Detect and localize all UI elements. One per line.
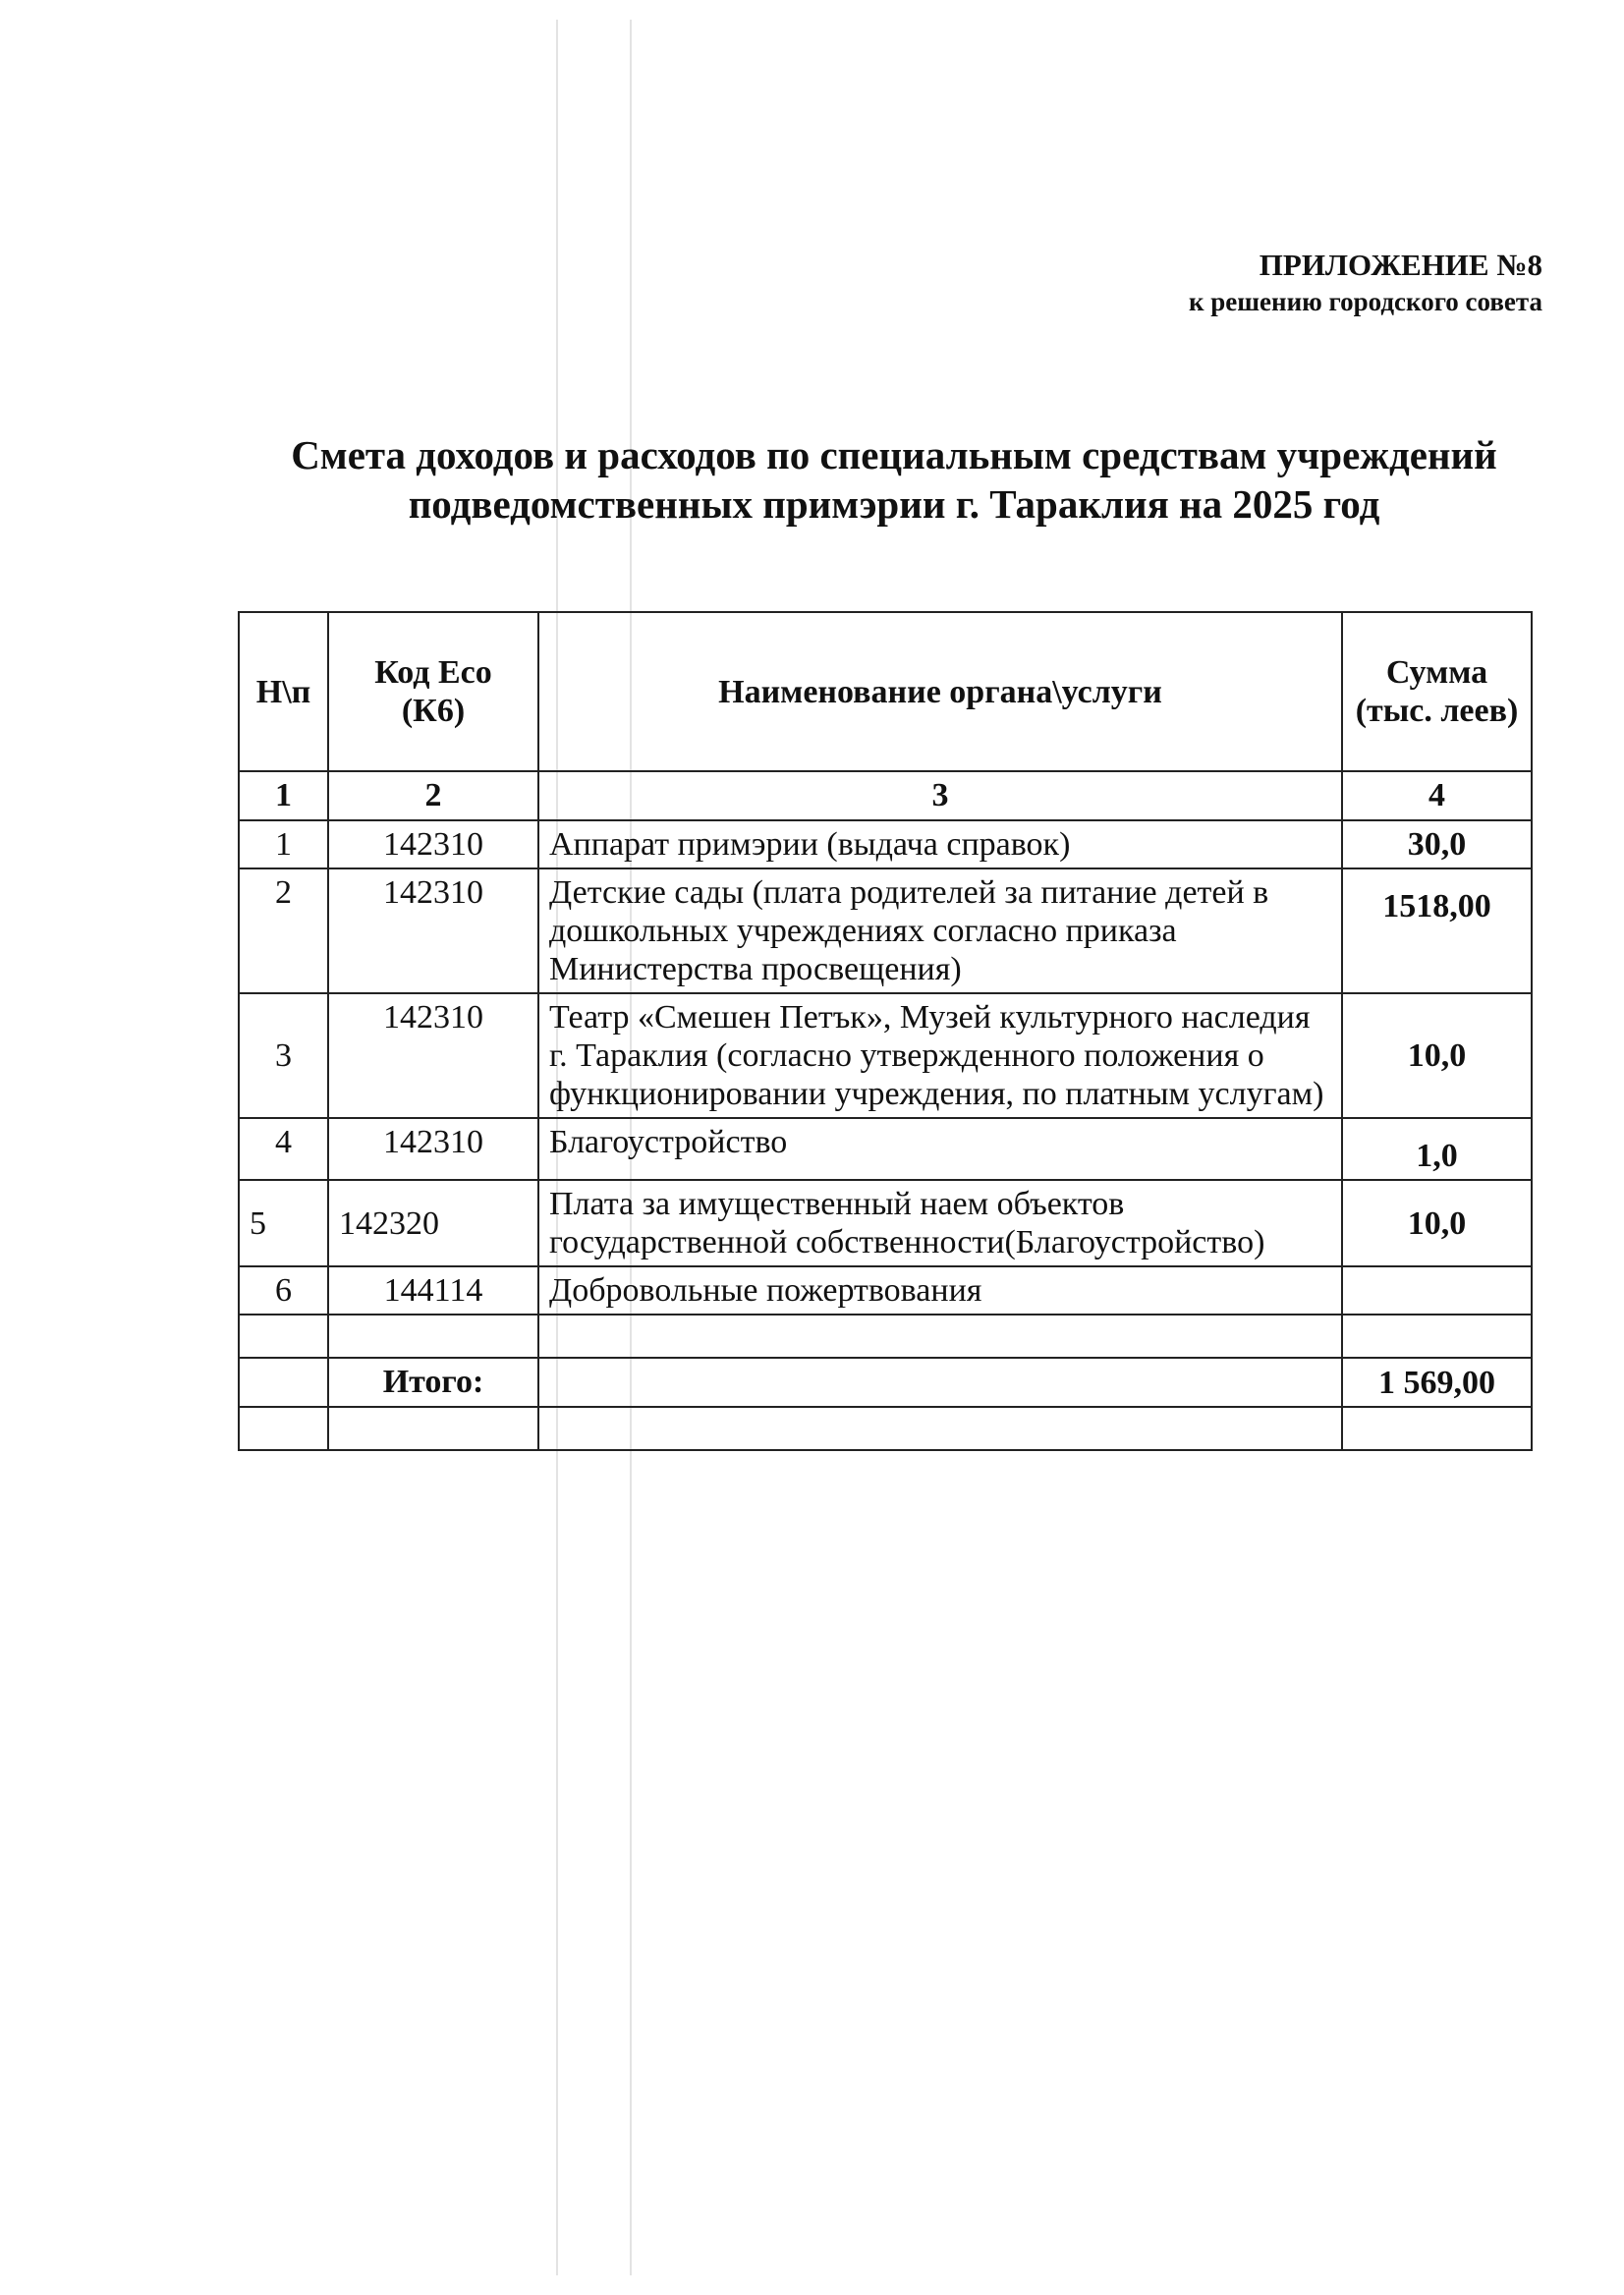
empty-row — [239, 1407, 1532, 1450]
row-code: 142310 — [328, 993, 538, 1118]
row-name: Благоустройство — [538, 1118, 1342, 1180]
row-number: 4 — [239, 1118, 328, 1180]
total-label: Итого: — [328, 1358, 538, 1407]
row-code: 142310 — [328, 1118, 538, 1180]
table-row — [239, 1180, 1532, 1266]
empty-cell — [1342, 1315, 1532, 1358]
empty-cell — [239, 1358, 328, 1407]
document-title — [236, 430, 1552, 529]
row-sum: 1518,00 — [1342, 868, 1532, 993]
row-number: 6 — [239, 1266, 328, 1315]
empty-cell — [239, 1315, 328, 1358]
row-sum: 10,0 — [1342, 1180, 1532, 1266]
header-num: Н\п — [239, 612, 328, 771]
document-title-line: Смета доходов и расходов по специальным средствам учреждений — [291, 432, 1497, 477]
row-code: 142320 — [328, 1180, 538, 1266]
empty-cell — [538, 1407, 1342, 1450]
total-row — [239, 1358, 1532, 1407]
empty-cell — [328, 1315, 538, 1358]
column-number: 1 — [239, 771, 328, 820]
row-number: 5 — [239, 1180, 328, 1266]
row-code: 142310 — [328, 820, 538, 868]
table-header-row — [239, 612, 1532, 771]
empty-cell — [328, 1407, 538, 1450]
row-code: 142310 — [328, 868, 538, 993]
table-row — [239, 1266, 1532, 1315]
annex-header — [1189, 246, 1542, 318]
row-sum: 1,0 — [1342, 1118, 1532, 1180]
empty-cell — [538, 1358, 1342, 1407]
table-row — [239, 993, 1532, 1118]
row-sum — [1342, 1266, 1532, 1315]
empty-cell — [1342, 1407, 1532, 1450]
row-name: Театр «Смешен Петък», Музей культурного наследия г. Тараклия (согласно утвержденного положения о функционировании учреждения, по платным услугам) — [538, 993, 1342, 1118]
column-number: 2 — [328, 771, 538, 820]
column-number: 3 — [538, 771, 1342, 820]
annex-title: ПРИЛОЖЕНИЕ №8 — [1259, 248, 1542, 282]
row-number: 1 — [239, 820, 328, 868]
empty-row — [239, 1315, 1532, 1358]
header-code: Код Eco (К6) — [328, 612, 538, 771]
row-code: 144114 — [328, 1266, 538, 1315]
budget-table — [238, 611, 1533, 1451]
annex-subtitle: к решению городского совета — [1188, 287, 1542, 316]
document-title-line: подведомственных примэрии г. Тараклия на 2025 год — [408, 481, 1380, 527]
row-number: 2 — [239, 868, 328, 993]
empty-cell — [538, 1315, 1342, 1358]
table-row — [239, 820, 1532, 868]
row-sum: 30,0 — [1342, 820, 1532, 868]
table-row — [239, 868, 1532, 993]
header-sum: Сумма (тыс. леев) — [1342, 612, 1532, 771]
table-row — [239, 1118, 1532, 1180]
row-sum: 10,0 — [1342, 993, 1532, 1118]
row-number: 3 — [239, 993, 328, 1118]
row-name: Плата за имущественный наем объектов государственной собственности(Благоустройство) — [538, 1180, 1342, 1266]
empty-cell — [239, 1407, 328, 1450]
row-name: Аппарат примэрии (выдача справок) — [538, 820, 1342, 868]
total-value: 1 569,00 — [1342, 1358, 1532, 1407]
header-name: Наименование органа\услуги — [538, 612, 1342, 771]
row-name: Добровольные пожертвования — [538, 1266, 1342, 1315]
column-number: 4 — [1342, 771, 1532, 820]
column-number-row — [239, 771, 1532, 820]
row-name: Детские сады (плата родителей за питание детей в дошкольных учреждениях согласно приказа Министерства просвещения) — [538, 868, 1342, 993]
